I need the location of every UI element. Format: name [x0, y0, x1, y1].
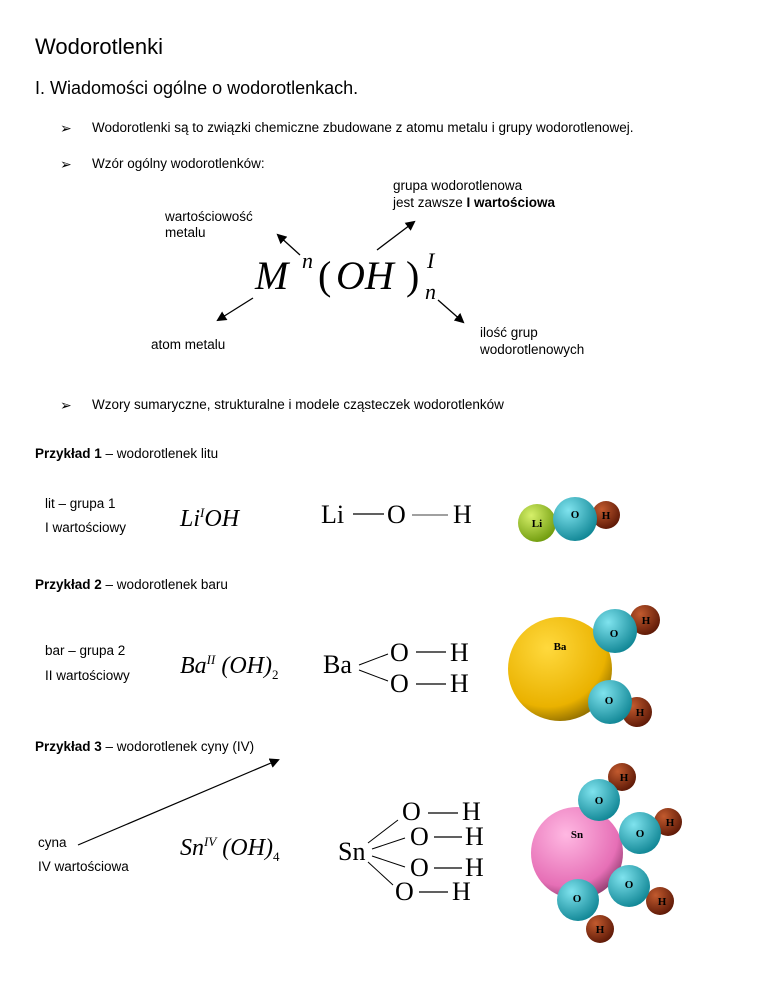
formula-I-sup: I: [427, 248, 435, 273]
example-2-formula: $Ba^{II}$ $(OH)_2$: [180, 652, 279, 682]
svg-text:O: O: [624, 879, 634, 891]
example-1-info-line1: lit – grupa 1: [45, 496, 116, 511]
example-2-struct-H: H: [450, 638, 469, 667]
label-group-line2: jest zawsze I wartościowa: [393, 195, 556, 210]
svg-text:Li: Li: [531, 518, 543, 530]
example-2-struct-H: H: [450, 669, 469, 698]
example-3-info-line1: cyna: [38, 835, 67, 850]
example-2-struct-metal: Ba: [323, 650, 352, 679]
label-count-line2: wodorotlenowych: [480, 342, 585, 357]
example-3-struct-H: H: [465, 822, 484, 851]
arrow-cyna: [78, 760, 278, 845]
arrow-group: [377, 222, 414, 250]
svg-text:H: H: [619, 772, 629, 784]
svg-text:Sn: Sn: [570, 829, 584, 841]
example-3-struct-H: H: [462, 797, 481, 826]
example-2-info-line2: II wartościowy: [45, 668, 130, 683]
formula-n-sup: n: [302, 248, 313, 273]
label-valence-line2: metalu: [165, 225, 206, 240]
bullet-general-formula: Wzór ogólny wodorotlenków:: [92, 156, 265, 171]
label-group-line1: grupa wodorotlenowa: [393, 178, 523, 193]
svg-text:O: O: [570, 509, 580, 521]
example-2-struct-O: O: [390, 669, 409, 698]
svg-text:Ba: Ba: [553, 641, 567, 653]
example-3-struct-O: O: [395, 877, 414, 906]
example-1-info-line2: I wartościowy: [45, 520, 127, 535]
formula-M: M: [255, 253, 289, 298]
label-valence-line1: wartościowość: [165, 209, 253, 224]
example-3-struct-O: O: [402, 797, 421, 826]
example-3-formula: $Sn^{IV}$ $(OH)_4$: [180, 834, 280, 864]
svg-text:O: O: [594, 795, 604, 807]
example-3-struct-metal: Sn: [338, 837, 366, 866]
arrow-atom: [218, 298, 253, 320]
example-2-heading: Przykład 2 – wodorotlenek baru: [35, 577, 228, 592]
example-1-struct-H: H: [453, 500, 472, 529]
label-atom-metal: atom metalu: [151, 337, 226, 352]
bullet-icon: ➢: [60, 156, 72, 172]
svg-text:H: H: [657, 896, 667, 908]
svg-text:O: O: [609, 628, 619, 640]
arrow-count: [438, 300, 463, 322]
example-3-info-line2: IV wartościowa: [38, 859, 129, 874]
svg-text:O: O: [572, 893, 582, 905]
svg-text:H: H: [665, 817, 675, 829]
page-title: Wodorotlenki: [35, 34, 163, 59]
example-3-struct-H: H: [452, 877, 471, 906]
section-heading: I. Wiadomości ogólne o wodorotlenkach.: [35, 78, 359, 98]
svg-text:O: O: [635, 828, 645, 840]
model-baoh2: [508, 605, 660, 727]
example-3-struct-H: H: [465, 853, 484, 882]
example-1-struct-metal: Li: [321, 500, 345, 529]
example-2-struct-O: O: [390, 638, 409, 667]
formula-open-paren: (: [318, 253, 332, 298]
example-1-formula: $Li^IOH$: [180, 505, 240, 532]
svg-text:H: H: [641, 615, 651, 627]
svg-text:O: O: [604, 695, 614, 707]
example-1-heading: Przykład 1 – wodorotlenek litu: [35, 446, 219, 461]
bullet-definition: Wodorotlenki są to związki chemiczne zbudowane z atomu metalu i grupy wodorotlenowej.: [92, 120, 634, 135]
formula-n-sub: n: [425, 279, 436, 304]
bullet-icon: ➢: [60, 397, 72, 413]
example-3-heading: Przykład 3 – wodorotlenek cyny (IV): [35, 739, 255, 754]
svg-text:H: H: [595, 924, 605, 936]
model-snoh4: [531, 763, 682, 943]
example-2-info-line1: bar – grupa 2: [45, 643, 126, 658]
formula-close-paren: ): [406, 253, 420, 298]
formula-OH: OH: [336, 253, 394, 298]
arrow-valence: [278, 235, 300, 255]
bullet-formulas-models: Wzory sumaryczne, strukturalne i modele cząsteczek wodorotlenków: [92, 397, 504, 412]
model-lioh: [518, 497, 620, 542]
svg-text:H: H: [601, 510, 611, 522]
example-3-struct-O: O: [410, 822, 429, 851]
example-1-struct-O: O: [387, 500, 406, 529]
svg-text:H: H: [635, 707, 645, 719]
label-count-line1: ilość grup: [480, 325, 538, 340]
bullet-icon: ➢: [60, 120, 72, 136]
example-3-struct-O: O: [410, 853, 429, 882]
